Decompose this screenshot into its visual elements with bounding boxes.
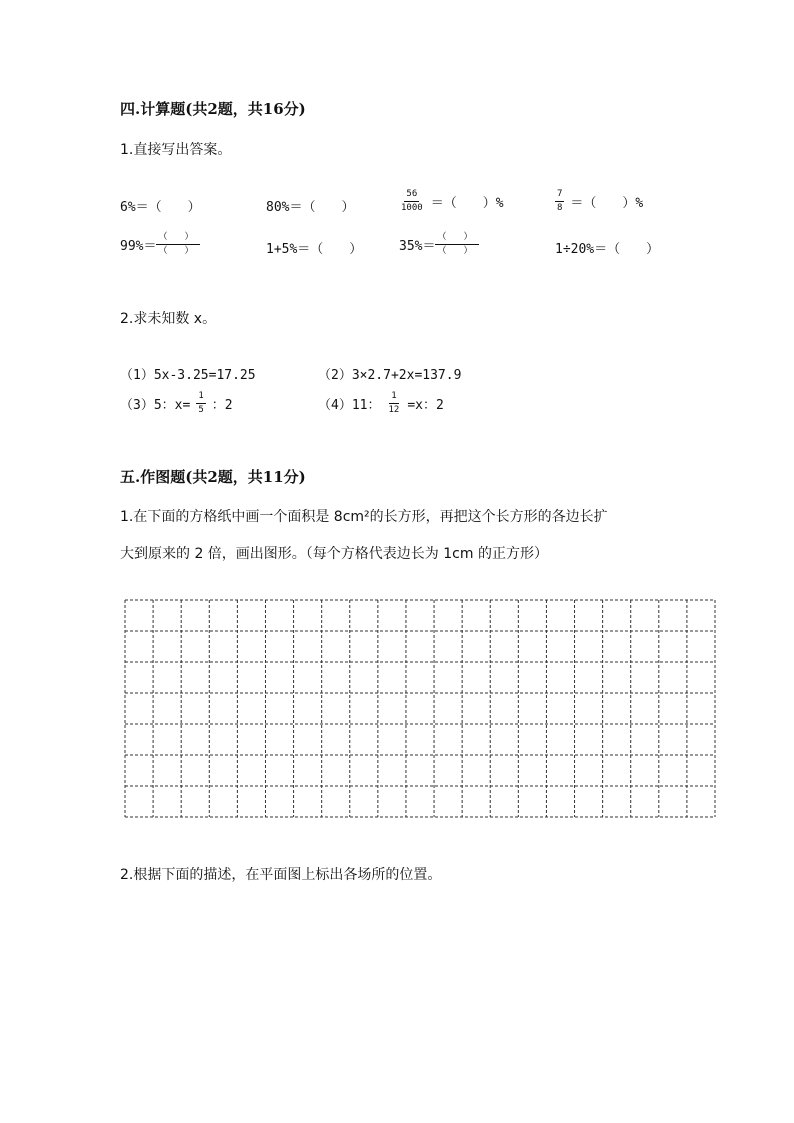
equation-4: （4）11： $\frac{1}{12}$ =x：2: [318, 391, 444, 415]
fraction: $\frac{( )}{( )}$: [437, 232, 477, 256]
drawing-q1-line1: 1.在下面的方格纸中画一个面积是 8cm²的长方形，再把这个长方形的各边长扩: [120, 509, 608, 525]
section4-title: 四.计算题(共2题，共16分): [120, 100, 306, 118]
q2-prompt: 2.求未知数 x。: [120, 311, 217, 327]
q1-item-b: 80%＝（ ）: [266, 200, 355, 215]
fraction: $\frac{1}{12}$: [388, 391, 400, 415]
fraction: $\frac{( )}{( )}$: [158, 232, 198, 256]
q1-item-f: 1+5%＝（ ）: [266, 242, 363, 257]
q1-item-d: $\frac{7}{8}$ ＝（ ）%: [557, 189, 644, 213]
equation-1: （1）5x-3.25=17.25: [120, 368, 256, 383]
fraction: $\frac{56}{1000}$: [401, 189, 423, 213]
q1-item-c: $\frac{56}{1000}$ ＝（ ）%: [401, 189, 504, 213]
q1-item-a: 6%＝（ ）: [120, 200, 201, 215]
equation-2: （2）3×2.7+2x=137.9: [318, 368, 462, 383]
q1-prompt: 1.直接写出答案。: [120, 142, 232, 158]
q1-item-g: 35%＝ $\frac{( )}{( )}$: [399, 232, 477, 256]
equation-3: （3）5：x= $\frac{1}{5}$ ：2: [120, 391, 233, 415]
q1-item-e: 99%＝ $\frac{( )}{( )}$: [120, 232, 198, 256]
drawing-q1-line2: 大到原来的 2 倍，画出图形。（每个方格代表边长为 1cm 的正方形）: [120, 546, 548, 562]
fraction: $\frac{1}{5}$: [198, 391, 204, 415]
drawing-q2-prompt: 2.根据下面的描述，在平面图上标出各场所的位置。: [120, 867, 442, 883]
grid-paper[interactable]: [124, 599, 718, 819]
section5-title: 五.作图题(共2题，共11分): [120, 468, 306, 486]
q1-item-h: 1÷20%＝（ ）: [555, 242, 660, 257]
fraction: $\frac{7}{8}$: [557, 189, 563, 213]
